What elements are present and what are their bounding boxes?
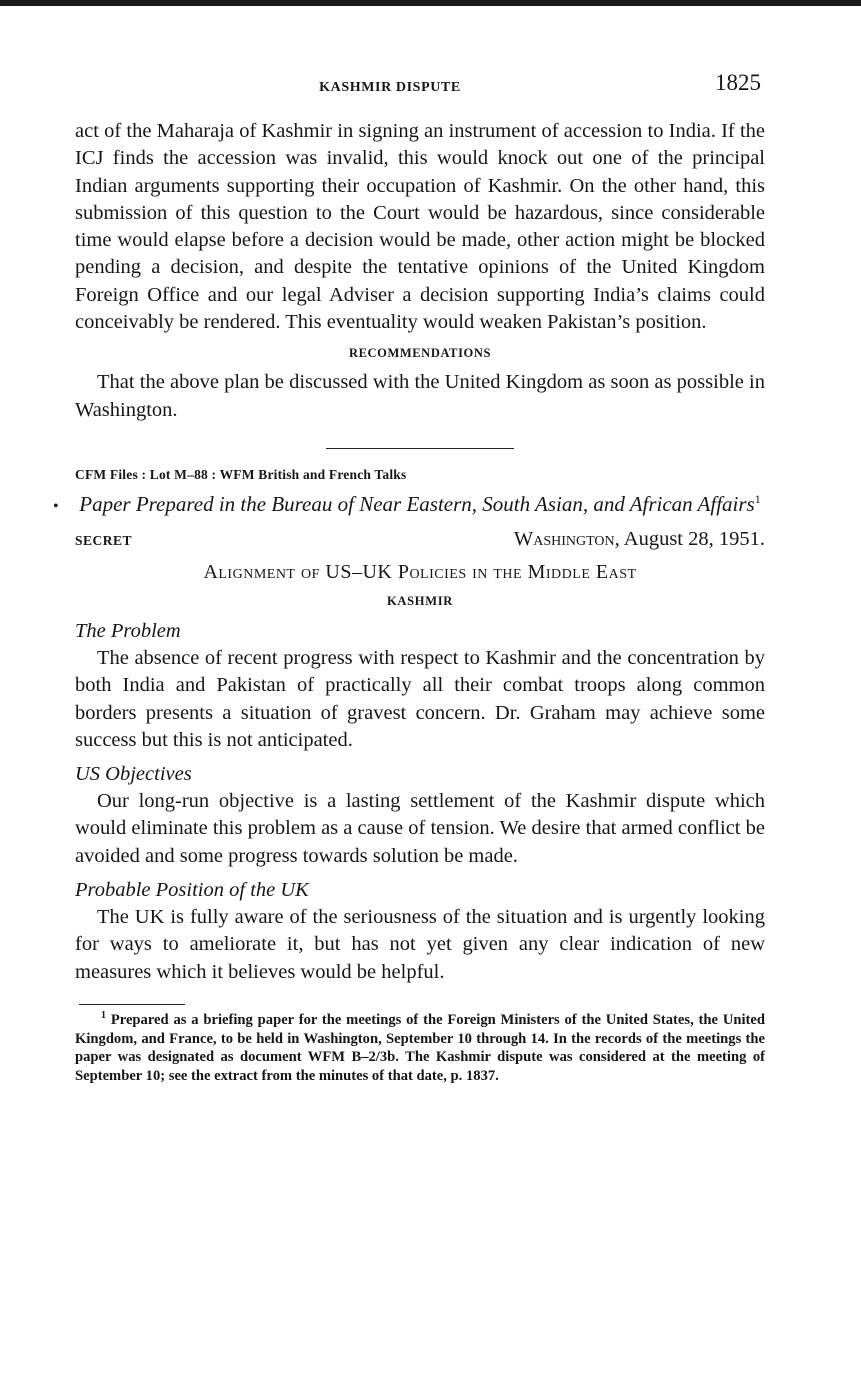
- footnote-rule: [79, 1004, 185, 1005]
- footnote-text: Prepared as a briefing paper for the meetings of the Foreign Ministers of the United States, the United Kingdom, and France, to be held in Washington, September 10 through 14. In the records of the meetings the paper was designated as document WFM B–2/3b. The Kashmir dispute was considered at the meeting of September 10; see the extract from the minutes of that date, p. 1837.: [75, 1011, 765, 1084]
- paragraph-problem: The absence of recent progress with respect to Kashmir and the concentration by both India and Pakistan of practically all their combat troops along common borders presents a situation of gravest concern. Dr. Graham may achieve some success but this is not anticipated.: [75, 646, 765, 751]
- dateline-date: August 28, 1951.: [623, 527, 765, 550]
- recommendations-paragraph: That the above plan be discussed with the United Kingdom as soon as possible in Washington.: [75, 371, 765, 421]
- footnote-number: 1: [101, 1010, 106, 1022]
- footnote-reference: 1: [754, 491, 761, 506]
- dateline-row: [75, 528, 765, 551]
- recommendations-heading: RECOMMENDATIONS: [348, 346, 492, 361]
- source-citation: CFM Files : Lot M–88 : WFM British and French Talks: [75, 466, 407, 482]
- top-border-rule: [0, 0, 861, 6]
- dateline-place: Washington,: [513, 527, 620, 550]
- page-header: [75, 60, 765, 100]
- footnote: [75, 1011, 765, 1085]
- section-title: Alignment of US–UK Policies in the Middle East: [203, 560, 637, 583]
- dateline: [514, 528, 765, 551]
- page-number: 1825: [715, 70, 761, 95]
- continued-paragraph: act of the Maharaja of Kashmir in signing an instrument of accession to India. If the ICJ finds the accession was invalid, this would knock out one of the principal Indian arguments supporting their occupation of Kashmir. On the other hand, this submission of this question to the Court would be hazardous, since considerable time would elapse before a decision would be made, other action might be blocked pending a decision, and despite the tentative opinions of the United Kingdom Foreign Office and our legal Adviser a decision supporting India’s claims could conceivably be rendered. This eventuality would weaken Pakistan’s position.: [75, 120, 765, 334]
- subheading-uk-position: Probable Position of the UK: [75, 879, 309, 902]
- subheading-problem: The Problem: [75, 619, 181, 642]
- margin-bullet-mark: •: [53, 497, 59, 515]
- section-divider: [326, 448, 514, 449]
- subject-heading: KASHMIR: [386, 593, 453, 608]
- subheading-objectives: US Objectives: [75, 763, 192, 786]
- running-head: KASHMIR DISPUTE: [319, 80, 461, 95]
- paragraph-uk-position: The UK is fully aware of the seriousness of the situation and is urgently looking for ways to ameliorate it, but has not yet given any clear indication of new measures which it believes would be helpful.: [75, 906, 765, 983]
- classification-label: SECRET: [75, 532, 133, 548]
- paragraph-objectives: Our long-run objective is a lasting settlement of the Kashmir dispute which would eliminate this problem as a cause of tension. We desire that armed conflict be avoided and some progress towards solution be made.: [75, 790, 765, 867]
- document-page: [53, 60, 765, 1085]
- document-title: [53, 491, 765, 518]
- document-title-text: Paper Prepared in the Bureau of Near Eastern, South Asian, and African Affairs: [79, 491, 755, 516]
